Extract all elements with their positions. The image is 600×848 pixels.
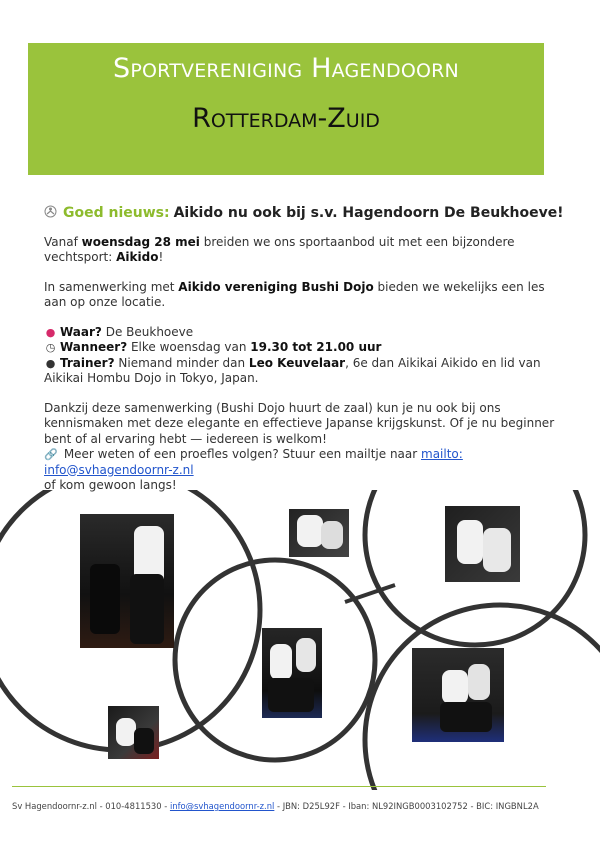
photo-collage [0, 490, 600, 790]
email-link[interactable]: mailto: info@svhagendoornr-z.nl [44, 447, 463, 477]
aikido-photo-4 [262, 628, 322, 718]
aikido-photo-3 [445, 506, 520, 582]
aikido-photo-2 [289, 509, 349, 557]
clock-icon: ◷ [45, 341, 56, 354]
aikido-icon [44, 205, 57, 223]
headline [44, 205, 564, 223]
footer-contact: Sv Hagendoornr-z.nl - 010-4811530 - info@svhagendoornr-z.nl - JBN: D25L92F - Iban: NL92INGB0003102752 - BIC: INGBNL2A [12, 801, 539, 811]
link-icon: 🔗 [44, 448, 58, 461]
when-line: ◷ Wanneer? Elke woensdag van 19.30 tot 21.00 uur [45, 340, 382, 354]
where-line: ● Waar? De Beukhoeve [45, 324, 194, 339]
club-title: Sportvereniging Hagendoorn [113, 53, 459, 84]
details-block [44, 325, 564, 387]
location-subtitle: Rotterdam-Zuid [192, 103, 380, 134]
footer-divider [12, 786, 546, 787]
closing-paragraph: Dankzij deze samenwerking (Bushi Dojo huurt de zaal) kun je nu ook bij ons kennismaken met deze elegante en effectieve Japanse krijgskunst. Of je nu beginner bent of al ervaring hebt — iedereen is welkom! 🔗 Meer weten of een proefles volgen? Stuur een mailtje naar mailto: info@svhagendoornr-z.nl of kom gewoon langs! [44, 400, 555, 492]
headline-text: Aikido nu ook bij s.v. Hagendoorn De Beukhoeve! [173, 205, 564, 221]
aikido-photo-5 [412, 648, 504, 742]
footer-email-link[interactable]: info@svhagendoornr-z.nl [169, 801, 275, 811]
intro-paragraph: Vanaf woensdag 28 mei breiden we ons sportaanbod uit met een bijzondere vechtsport: Aikido! [44, 234, 515, 264]
trainer-line: ● Trainer? Niemand minder dan Leo Keuvelaar, 6e dan Aikikai Aikido en lid van Aikikai Hombu Dojo in Tokyo, Japan. [44, 355, 541, 385]
collab-paragraph: In samenwerking met Aikido vereniging Bushi Dojo bieden we wekelijks een les aan op onze locatie. [44, 279, 545, 309]
person-icon: ● [45, 356, 56, 370]
header-banner [28, 43, 544, 175]
aikido-photo-1 [80, 514, 174, 648]
headline-lead: Goed nieuws: [63, 205, 170, 221]
location-pin-icon: ● [45, 325, 56, 339]
article-body [44, 205, 564, 508]
aikido-photo-6 [108, 706, 159, 759]
